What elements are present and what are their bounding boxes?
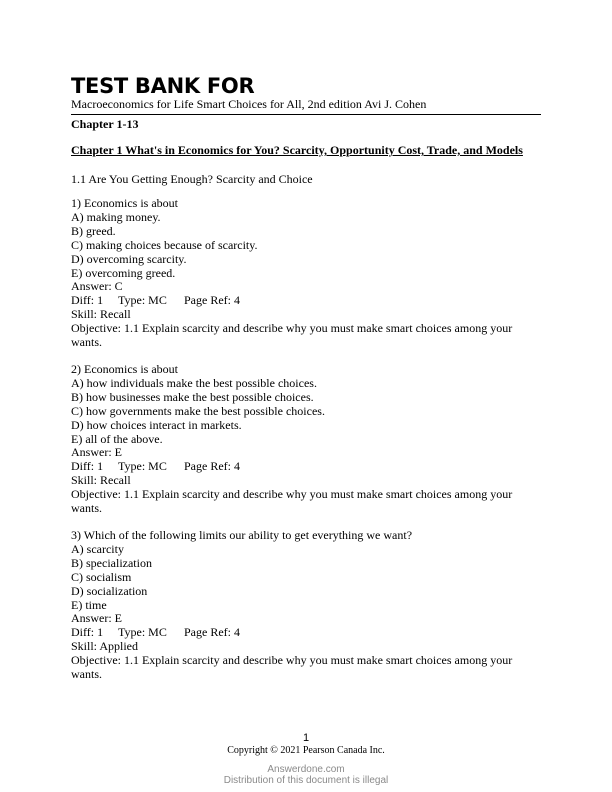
question-type: Type: MC bbox=[118, 293, 167, 308]
option-e: E) overcoming greed. bbox=[71, 265, 176, 280]
chapter-heading: Chapter 1 What's in Economics for You? Scarcity, Opportunity Cost, Trade, and Models bbox=[71, 143, 523, 157]
option-b: B) how businesses make the best possible choices. bbox=[71, 389, 314, 404]
question-3 bbox=[71, 529, 541, 682]
answer: Answer: E bbox=[71, 611, 122, 626]
page-ref: Page Ref: 4 bbox=[184, 625, 240, 640]
watermark-site: Answerdone.com bbox=[267, 764, 345, 775]
document-title: TEST BANK FOR bbox=[71, 74, 255, 98]
option-c: C) making choices because of scarcity. bbox=[71, 237, 258, 252]
option-a: A) making money. bbox=[71, 209, 161, 224]
question-type: Type: MC bbox=[118, 625, 167, 640]
option-e: E) all of the above. bbox=[71, 431, 163, 446]
book-subtitle: Macroeconomics for Life Smart Choices for All, 2nd edition Avi J. Cohen bbox=[71, 97, 427, 111]
option-c: C) socialism bbox=[71, 569, 132, 584]
question-stem: 3) Which of the following limits our ability to get everything we want? bbox=[71, 528, 413, 542]
page-ref: Page Ref: 4 bbox=[184, 293, 240, 308]
difficulty: Diff: 1 bbox=[71, 625, 104, 640]
difficulty: Diff: 1 bbox=[71, 293, 104, 308]
question-1 bbox=[71, 197, 541, 350]
page-number: 1 bbox=[302, 732, 310, 744]
objective: Objective: 1.1 Explain scarcity and describe why you must make smart choices among your wants. bbox=[71, 321, 513, 350]
option-a: A) how individuals make the best possible choices. bbox=[71, 375, 317, 390]
skill: Skill: Recall bbox=[71, 473, 131, 488]
option-a: A) scarcity bbox=[71, 541, 124, 556]
copyright: Copyright © 2021 Pearson Canada Inc. bbox=[227, 745, 385, 756]
question-type: Type: MC bbox=[118, 459, 167, 474]
answer: Answer: E bbox=[71, 445, 122, 460]
option-d: D) socialization bbox=[71, 583, 148, 598]
option-b: B) specialization bbox=[71, 555, 152, 570]
chapter-range: Chapter 1-13 bbox=[71, 117, 139, 131]
answer: Answer: C bbox=[71, 279, 123, 294]
question-meta bbox=[71, 626, 541, 640]
option-d: D) how choices interact in markets. bbox=[71, 417, 242, 432]
question-stem: 1) Economics is about bbox=[71, 196, 178, 210]
question-2 bbox=[71, 363, 541, 516]
option-c: C) how governments make the best possible choices. bbox=[71, 403, 325, 418]
skill: Skill: Recall bbox=[71, 307, 131, 322]
option-b: B) greed. bbox=[71, 223, 116, 238]
difficulty: Diff: 1 bbox=[71, 459, 104, 474]
header-divider bbox=[71, 114, 541, 115]
section-heading: 1.1 Are You Getting Enough? Scarcity and Choice bbox=[71, 172, 313, 186]
skill: Skill: Applied bbox=[71, 639, 139, 654]
question-meta bbox=[71, 294, 541, 308]
question-meta bbox=[71, 460, 541, 474]
option-d: D) overcoming scarcity. bbox=[71, 251, 187, 266]
page-ref: Page Ref: 4 bbox=[184, 459, 240, 474]
option-e: E) time bbox=[71, 597, 107, 612]
objective: Objective: 1.1 Explain scarcity and describe why you must make smart choices among your wants. bbox=[71, 487, 513, 516]
objective: Objective: 1.1 Explain scarcity and describe why you must make smart choices among your wants. bbox=[71, 653, 513, 682]
watermark-notice: Distribution of this document is illegal bbox=[223, 775, 389, 786]
question-stem: 2) Economics is about bbox=[71, 362, 178, 376]
